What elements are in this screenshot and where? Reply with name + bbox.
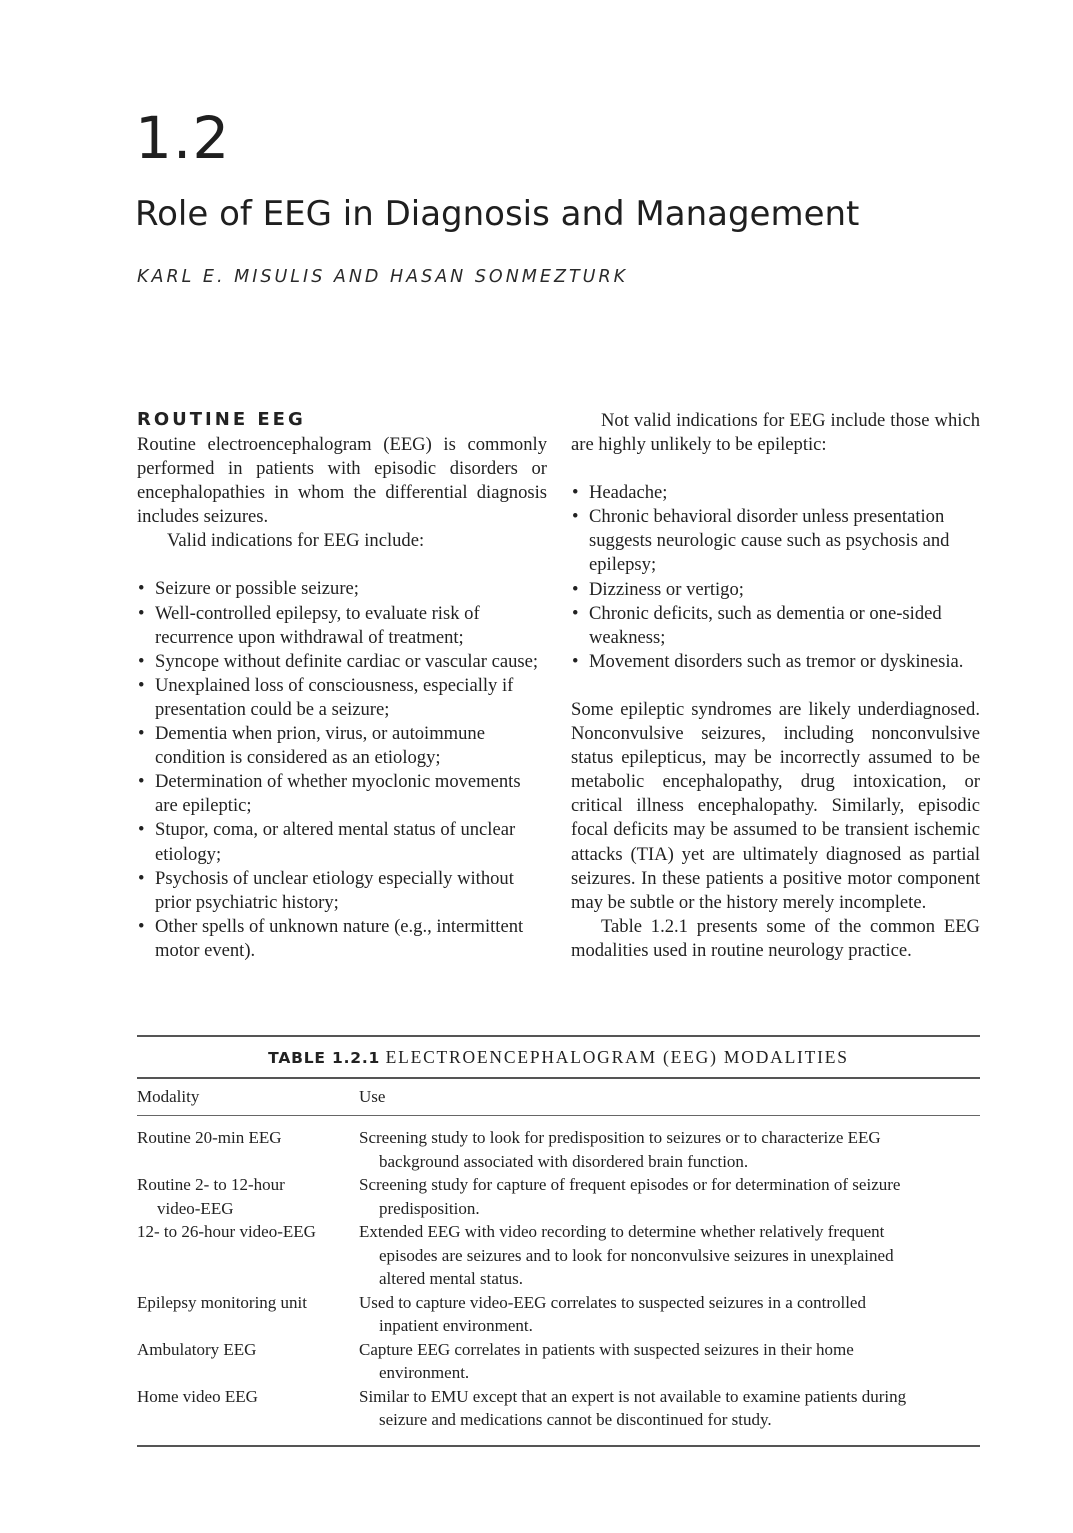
use-cell: Used to capture video-EEG correlates to suspected seizures in a controlled [359,1292,866,1312]
use-cell-continued: environment. [379,1363,470,1382]
modality-cell: Routine 20-min EEG [137,1128,282,1147]
modality-cell-continued: video-EEG [157,1198,234,1218]
table-row [137,1291,980,1338]
right-column [571,409,980,963]
section-heading: ROUTINE EEG [137,409,306,430]
list-item: • Seizure or possible seizure; [137,577,547,601]
left-column [137,407,547,963]
column-header-use: Use [359,1087,386,1106]
modalities-table [137,1035,980,1447]
list-item: • Chronic behavioral disorder unless presentation suggests neurologic cause such as psychosis and epilepsy; [571,505,980,577]
list-item: • Determination of whether myoclonic movements are epileptic; [137,770,547,818]
use-cell-continued: altered mental status. [379,1269,523,1288]
list-item: • Stupor, coma, or altered mental status of unclear etiology; [137,818,547,866]
table-reference-paragraph: Table 1.2.1 presents some of the common EEG modalities used in routine neurology practice. [571,915,980,961]
valid-indications-intro: Valid indications for EEG include: [167,530,425,552]
table-row [137,1126,980,1173]
list-item: • Chronic deficits, such as dementia or one-sided weakness; [571,602,980,650]
modality-cell: Epilepsy monitoring unit [137,1292,307,1312]
not-valid-indications-intro: Not valid indications for EEG include those which are highly unlikely to be epileptic: [571,410,980,456]
table-bottom-rule [137,1445,980,1447]
intro-paragraph: Routine electroencephalogram (EEG) is commonly performed in patients with episodic disorders or encephalopathies in whom the differential diagnosis includes seizures. [137,434,547,528]
use-cell: Similar to EMU except that an expert is not available to examine patients during [359,1386,907,1406]
list-item: • Syncope without definite cardiac or vascular cause; [137,650,547,674]
chapter-number: 1.2 [135,104,231,172]
use-cell: Screening study to look for predisposition to seizures or to characterize EEG [359,1128,881,1147]
syndromes-paragraph: Some epileptic syndromes are likely underdiagnosed. Nonconvulsive seizures, including nonconvulsive status epilepticus, may be incorrectly assumed to be metabolic encephalopathy, drug intoxication, or critical illness encephalopathy. Similarly, episodic focal deficits may be assumed to be transient ischemic attacks (TIA) yet are ultimately diagnosed as partial seizures. In these patients a positive motor component may be subtle or the history merely incomplete. [571,698,980,913]
modality-cell: 12- to 26-hour video-EEG [137,1222,316,1241]
list-item: • Dizziness or vertigo; [571,578,980,602]
modality-cell: Ambulatory EEG [137,1339,257,1359]
table-caption [137,1037,980,1077]
modality-cell: Routine 2- to 12-hour [137,1175,285,1194]
use-cell-continued: seizure and medications cannot be discontinued for study. [379,1410,772,1429]
use-cell: Capture EEG correlates in patients with suspected seizures in their home [359,1339,854,1359]
table-body [137,1116,980,1445]
table-header-row [137,1077,980,1116]
use-cell-continued: predisposition. [379,1198,480,1218]
list-item: • Dementia when prion, virus, or autoimmune condition is considered as an etiology; [137,722,547,770]
table-title: ELECTROENCEPHALOGRAM (EEG) MODALITIES [385,1047,849,1067]
valid-indications-list [137,577,547,963]
table-row [137,1385,980,1432]
table-row [137,1173,980,1220]
list-item: • Psychosis of unclear etiology especially without prior psychiatric history; [137,867,547,915]
table-row [137,1338,980,1385]
list-item: • Movement disorders such as tremor or dyskinesia. [571,650,980,674]
list-item: • Other spells of unknown nature (e.g., intermittent motor event). [137,915,547,963]
modality-cell: Home video EEG [137,1386,258,1406]
not-valid-indications-list [571,481,980,674]
chapter-title: Role of EEG in Diagnosis and Management [135,194,860,234]
list-item: • Well-controlled epilepsy, to evaluate risk of recurrence upon withdrawal of treatment; [137,602,547,650]
use-cell-continued: background associated with disordered brain function. [379,1151,749,1171]
column-header-modality: Modality [137,1087,200,1106]
table-row [137,1220,980,1291]
use-cell-continued: inpatient environment. [379,1316,533,1335]
use-cell: Extended EEG with video recording to determine whether relatively frequent [359,1222,885,1241]
table-label: TABLE 1.2.1 [268,1049,381,1067]
chapter-authors: KARL E. MISULIS AND HASAN SONMEZTURK [137,267,629,287]
list-item: • Headache; [571,481,980,505]
use-cell-continued: episodes are seizures and to look for nonconvulsive seizures in unexplained [379,1245,894,1265]
use-cell: Screening study for capture of frequent episodes or for determination of seizure [359,1175,901,1194]
list-item: • Unexplained loss of consciousness, especially if presentation could be a seizure; [137,674,547,722]
